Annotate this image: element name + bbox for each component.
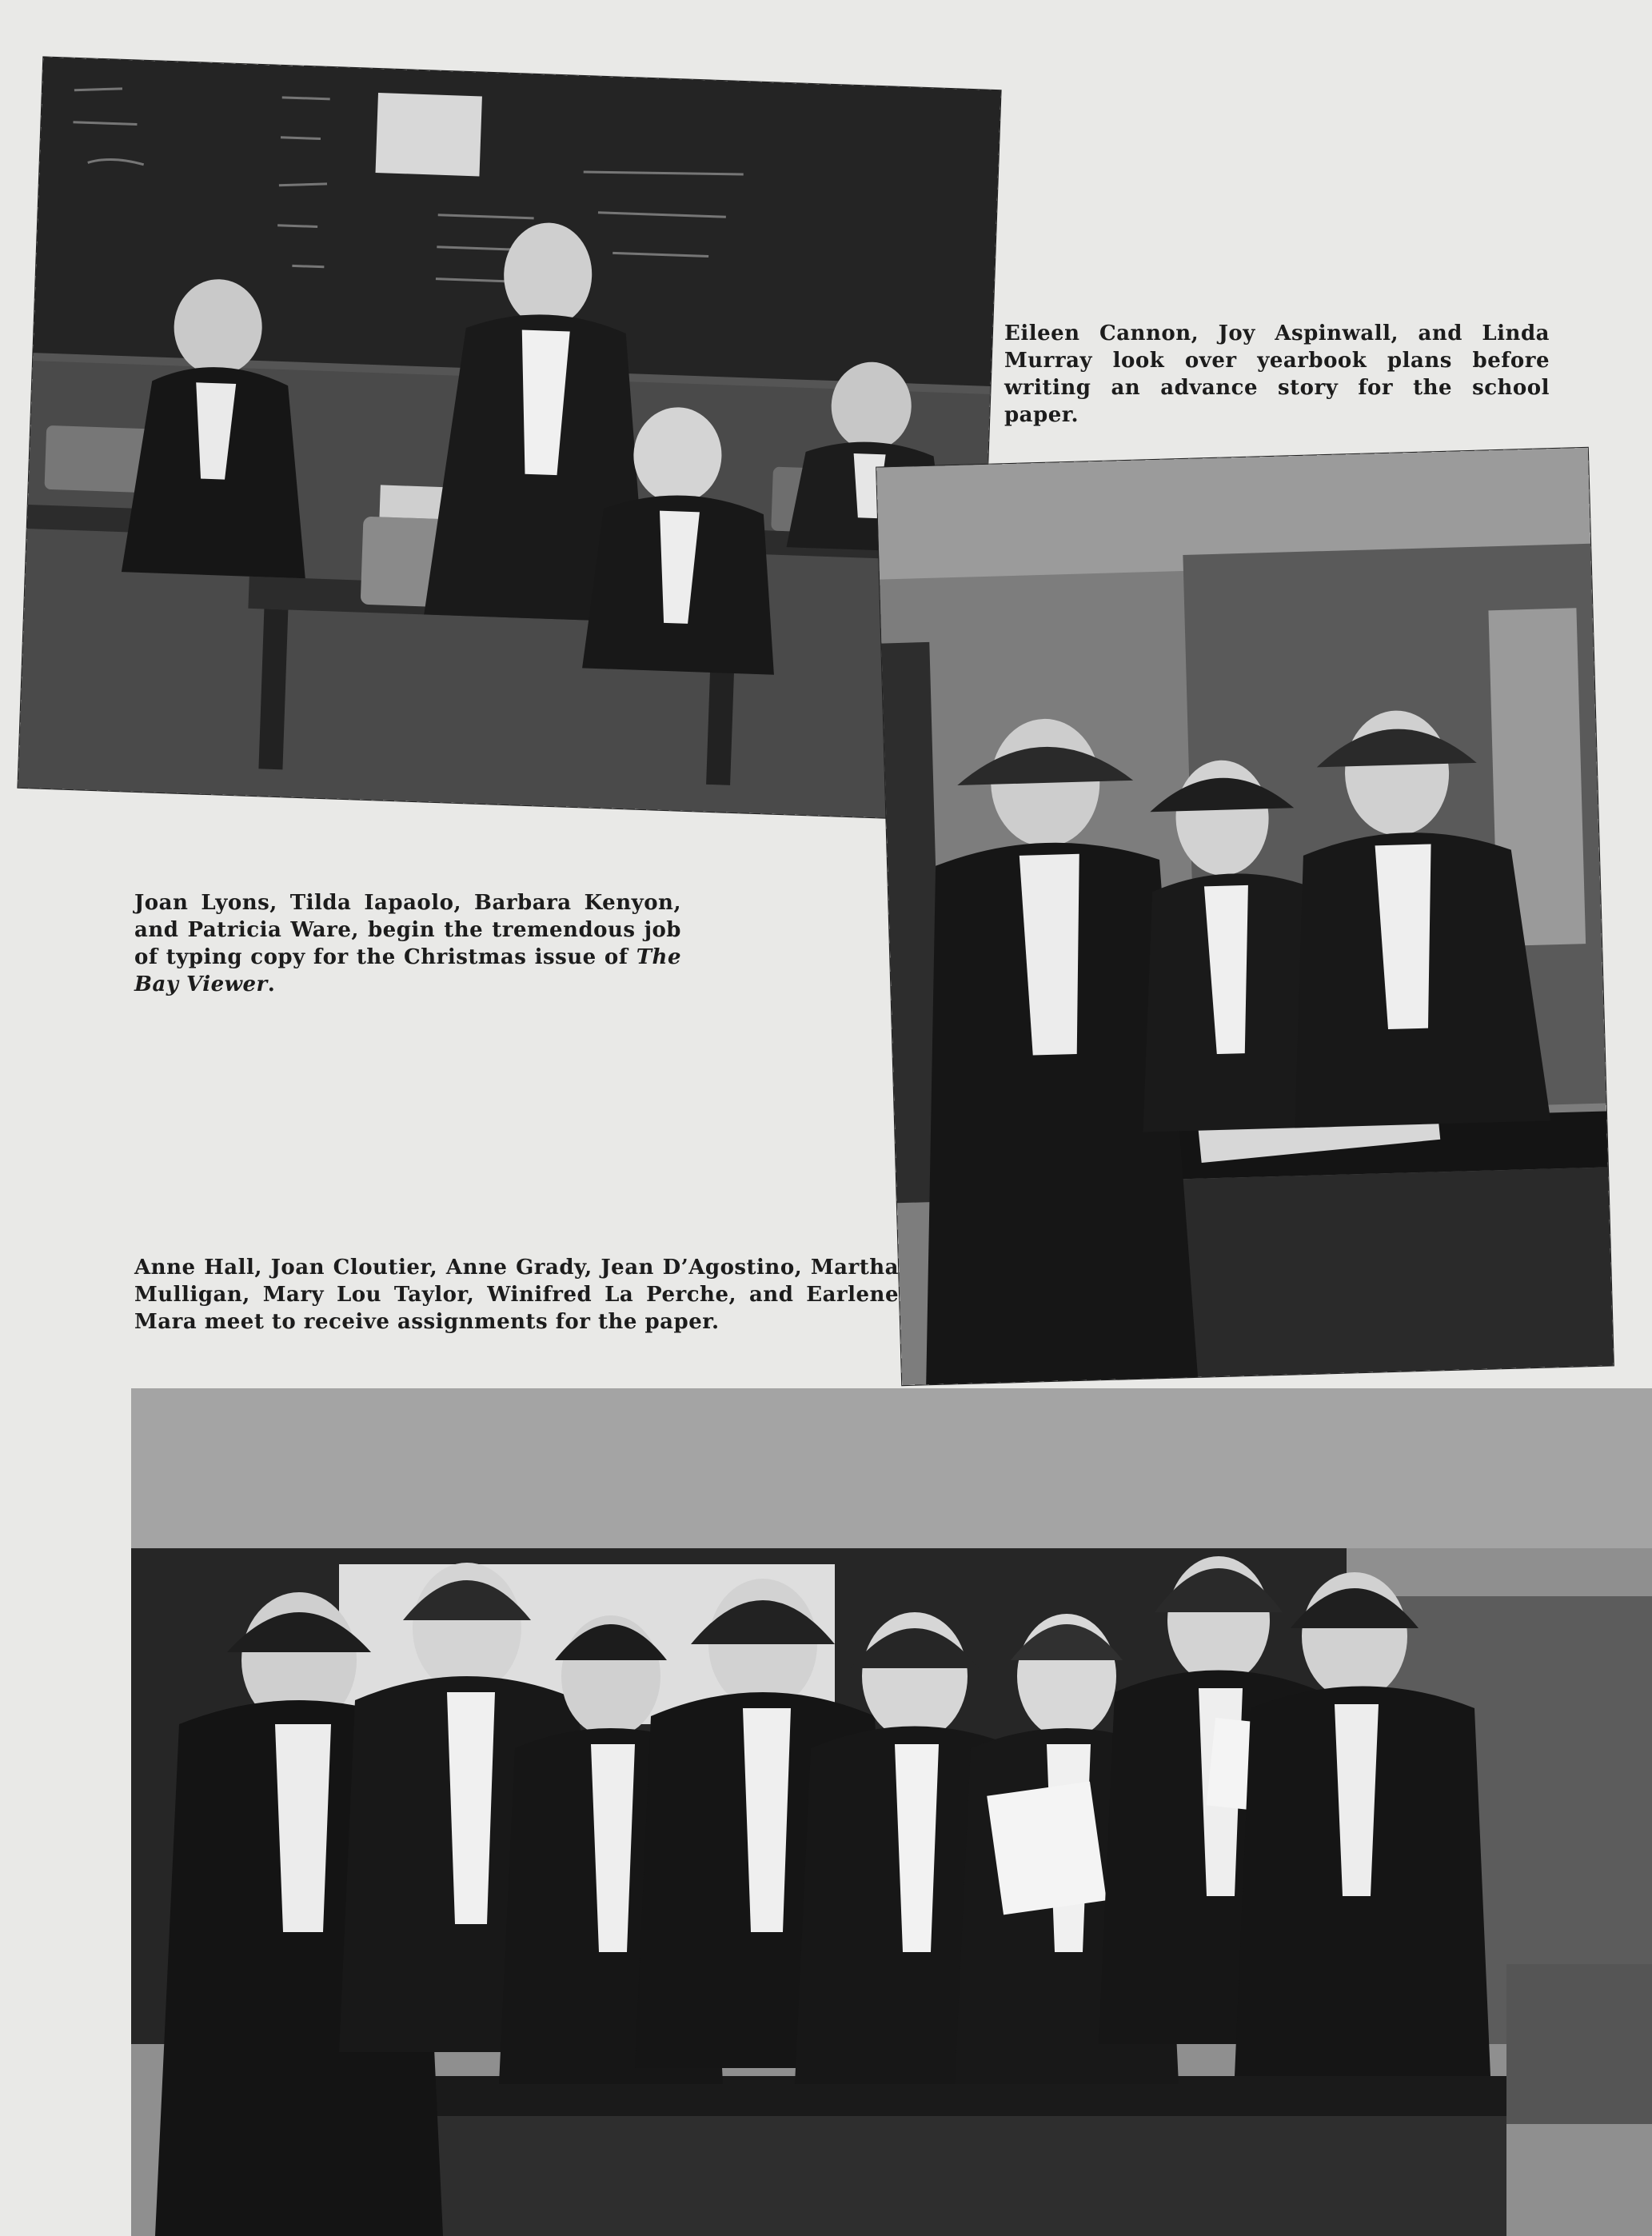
typing-caption-end: . [267,972,276,996]
group-photo [131,1388,1652,2236]
typing-photo [18,57,1000,821]
typing-caption-text: Joan Lyons, Tilda Iapaolo, Barbara Kenyon, and Patricia Ware, begin the tremendous job of typing copy for the Christmas issue of [134,891,681,969]
yearbook-photo [876,448,1614,1385]
group-caption-text: Anne Hall, Joan Cloutier, Anne Grady, Jean D’Agostino, Martha Mulligan, Mary Lou Taylor, Winifred La Perche, and Earlene Mara meet to receive assignments for the paper. [134,1256,899,1334]
yearbook-photo-caption [1004,320,1550,429]
group-photo-caption [134,1254,899,1336]
yearbook-photo-image [876,448,1614,1385]
group-photo-image [131,1388,1652,2236]
newspaper-title: The Bay Viewer [134,945,681,996]
typing-photo-image [18,57,1000,821]
yearbook-caption-text: Eileen Cannon, Joy Aspinwall, and Linda Murray look over yearbook plans before writing an advance story for the school paper. [1004,321,1550,427]
typing-photo-caption [134,889,681,998]
